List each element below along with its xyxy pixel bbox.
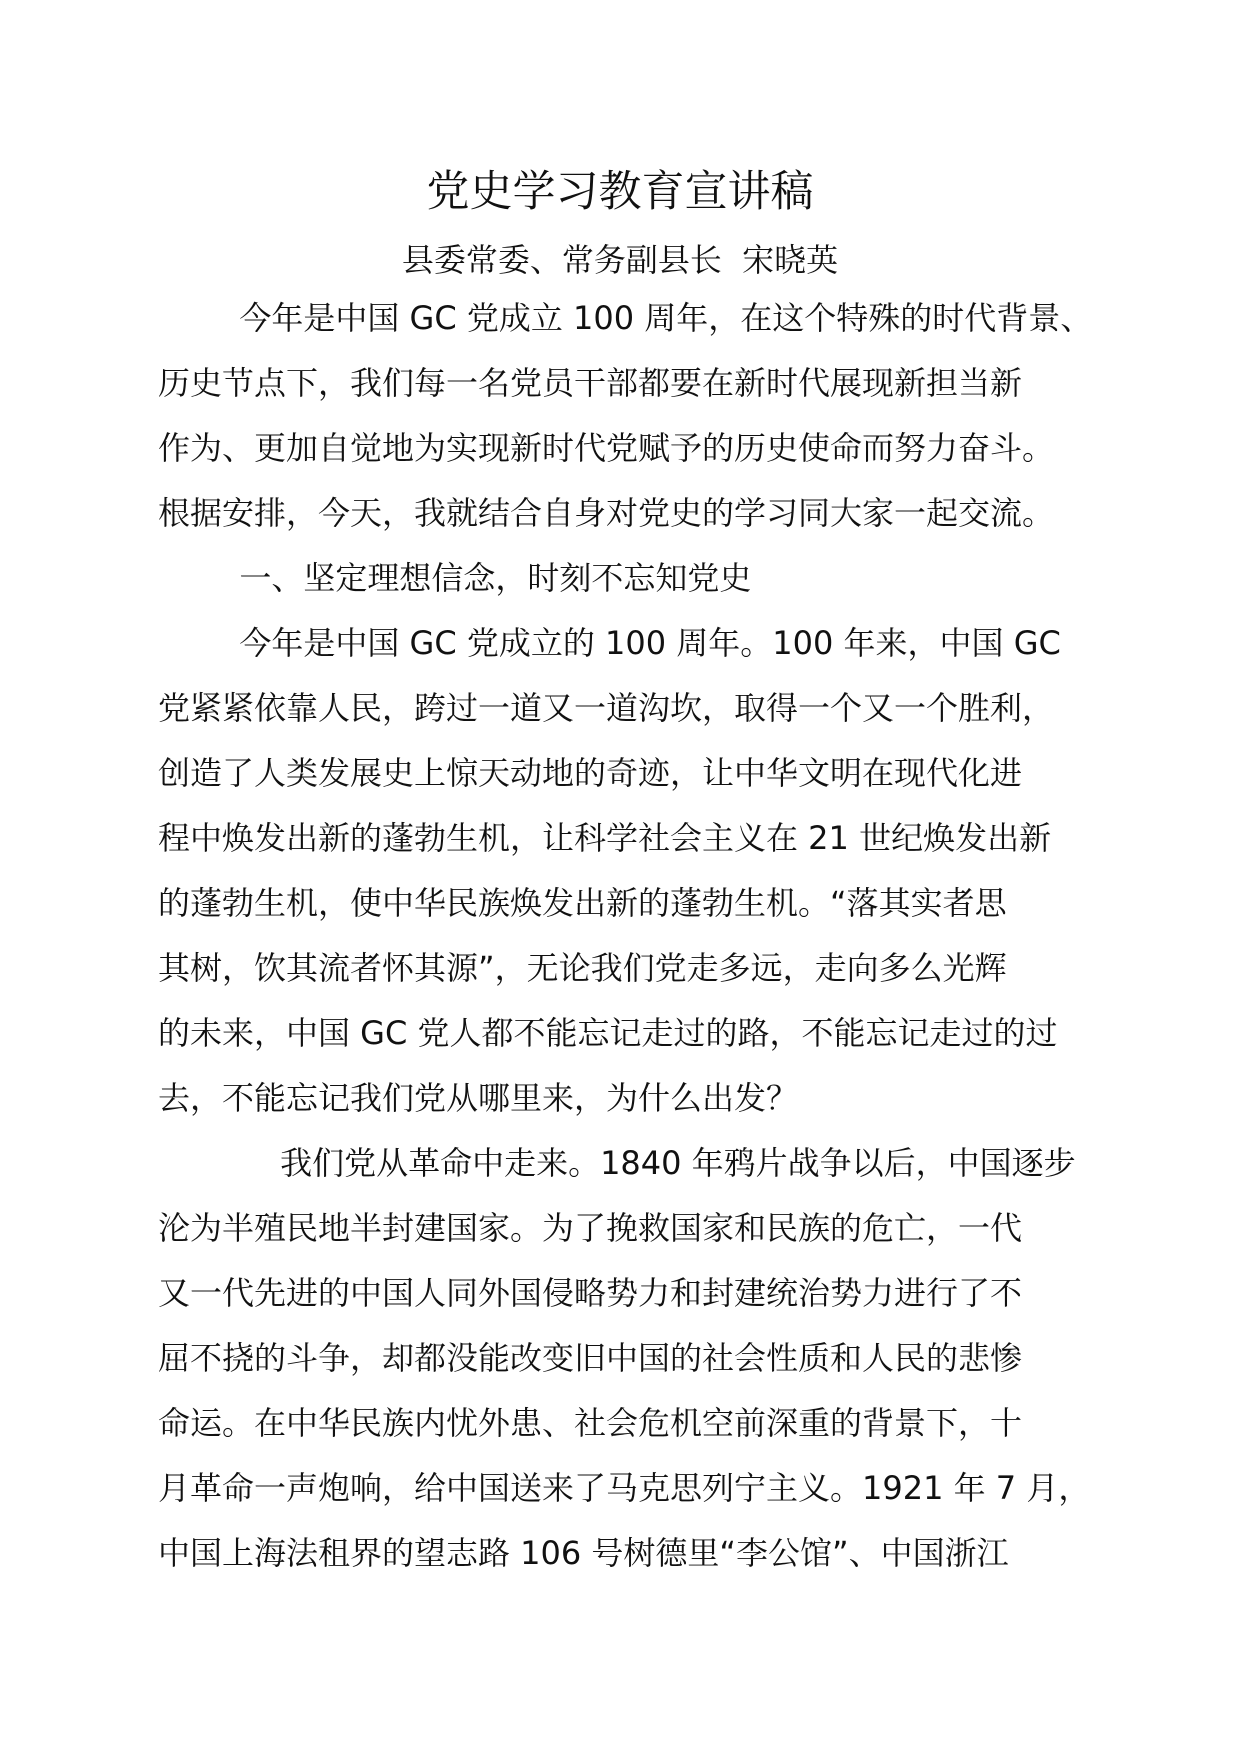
body-line: 我们党从革命中走来。1840 年鸦片战争以后，中国逐步 <box>158 1144 1076 1182</box>
body-line: 屈不挠的斗争，却都没能改变旧中国的社会性质和人民的悲惨 <box>158 1339 1023 1377</box>
document-title: 党史学习教育宣讲稿 <box>426 167 814 217</box>
body-line: 月革命一声炮响，给中国送来了马克思列宁主义。1921 年 7 月， <box>158 1469 1091 1507</box>
body-line: 其树，饮其流者怀其源”，无论我们党走多远，走向多么光辉 <box>158 949 1007 987</box>
body-line: 今年是中国 GC 党成立 100 周年，在这个特殊的时代背景、 <box>158 299 1093 337</box>
body-line: 根据安排，今天，我就结合自身对党史的学习同大家一起交流。 <box>158 494 1055 532</box>
body-line: 创造了人类发展史上惊天动地的奇迹，让中华文明在现代化进 <box>158 754 1023 792</box>
body-line: 作为、更加自觉地为实现新时代党赋予的历史使命而努力奋斗。 <box>158 429 1055 467</box>
body-line: 党紧紧依靠人民，跨过一道又一道沟坎，取得一个又一个胜利， <box>158 689 1055 727</box>
body-line: 沦为半殖民地半封建国家。为了挽救国家和民族的危亡，一代 <box>158 1209 1023 1247</box>
body-line: 中国上海法租界的望志路 106 号树德里“李公馆”、中国浙江 <box>158 1534 1009 1572</box>
body-line: 去，不能忘记我们党从哪里来，为什么出发？ <box>158 1079 799 1117</box>
body-line: 命运。在中华民族内忧外患、社会危机空前深重的背景下，十 <box>158 1404 1023 1442</box>
author-line: 县委常委、常务副县长 宋晓英 <box>401 241 839 279</box>
section-heading: 一、坚定理想信念，时刻不忘知党史 <box>158 559 752 597</box>
body-line: 的未来，中国 GC 党人都不能忘记走过的路，不能忘记走过的过 <box>158 1014 1058 1052</box>
body-line: 历史节点下，我们每一名党员干部都要在新时代展现新担当新 <box>158 364 1023 402</box>
body-line: 今年是中国 GC 党成立的 100 周年。100 年来，中国 GC <box>158 624 1061 662</box>
body-line: 的蓬勃生机，使中华民族焕发出新的蓬勃生机。“落其实者思 <box>158 884 1007 922</box>
body-line: 程中焕发出新的蓬勃生机，让科学社会主义在 21 世纪焕发出新 <box>158 819 1052 857</box>
body-line: 又一代先进的中国人同外国侵略势力和封建统治势力进行了不 <box>158 1274 1023 1312</box>
